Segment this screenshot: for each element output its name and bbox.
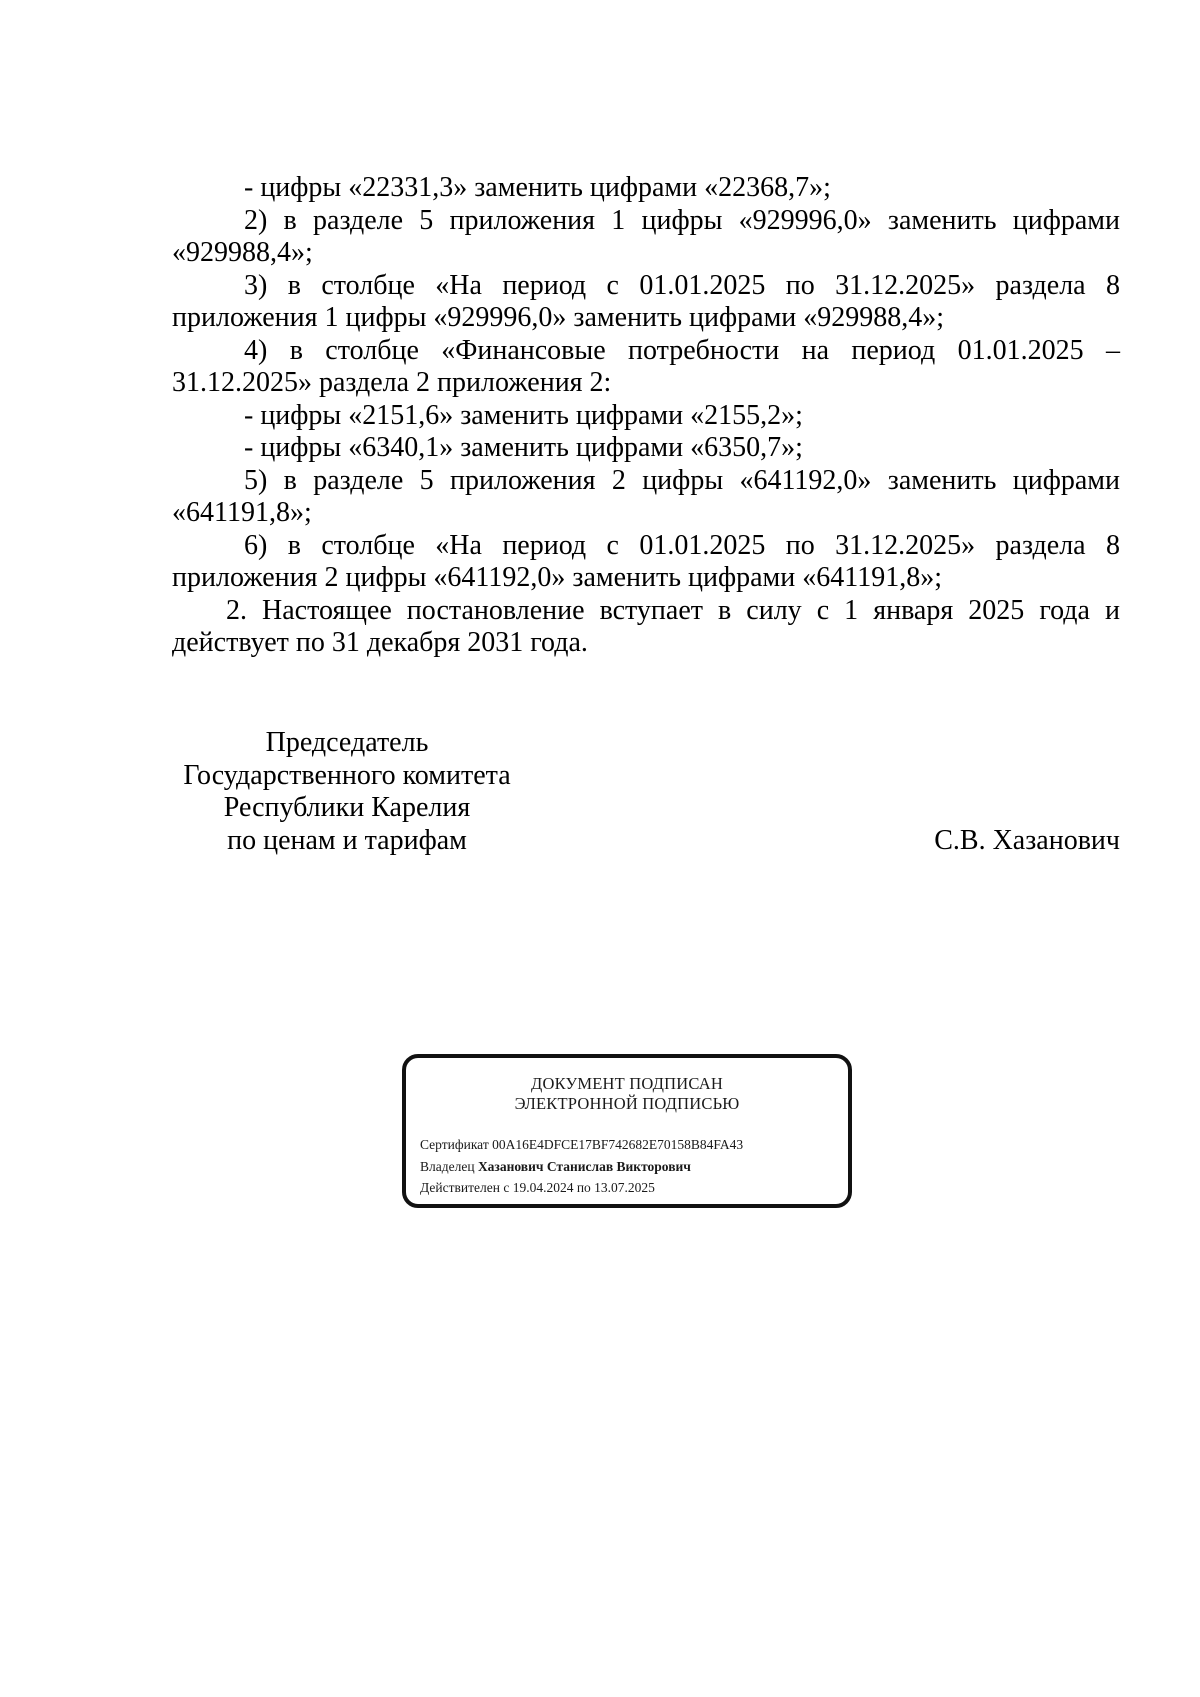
valid-to-word: по bbox=[576, 1180, 591, 1195]
valid-label: Действителен bbox=[420, 1180, 500, 1195]
stamp-certificate-row bbox=[420, 1134, 743, 1156]
paragraph-item-8: 6) в столбце «На период с 01.01.2025 по 31.12.2025» раздела 8 приложения 2 цифры «641192,0» заменить цифрами «641191,8»; bbox=[172, 529, 1120, 593]
owner-value: Хазанович Станислав Викторович bbox=[477, 1158, 691, 1174]
paragraph-item-2: 2) в разделе 5 приложения 1 цифры «929996,0» заменить цифрами «929988,4»; bbox=[172, 204, 1120, 268]
valid-from-word: с bbox=[503, 1180, 510, 1195]
paragraph-item-7: 5) в разделе 5 приложения 2 цифры «641192,0» заменить цифрами «641191,8»; bbox=[172, 464, 1120, 528]
valid-to-date: 13.07.2025 bbox=[594, 1180, 655, 1195]
valid-from-date: 19.04.2024 bbox=[512, 1180, 574, 1195]
certificate-value: 00A16E4DFCE17BF742682E70158B84FA43 bbox=[492, 1137, 744, 1152]
stamp-title-line-2: ЭЛЕКТРОННОЙ ПОДПИСЬЮ bbox=[514, 1094, 740, 1113]
stamp-title bbox=[406, 1074, 848, 1114]
electronic-signature-stamp bbox=[402, 1054, 852, 1208]
position-line-1: Председатель bbox=[265, 727, 429, 758]
paragraph-item-6: - цифры «6340,1» заменить цифрами «6350,7»; bbox=[244, 432, 803, 463]
owner-label: Владелец bbox=[420, 1158, 475, 1174]
signatory-name: С.В. Хазанович bbox=[934, 824, 1120, 856]
paragraph-item-3: 3) в столбце «На период с 01.01.2025 по 31.12.2025» раздела 8 приложения 1 цифры «929996,0» заменить цифрами «929988,4»; bbox=[172, 269, 1120, 333]
paragraph-item-1: - цифры «22331,3» заменить цифрами «22368,7»; bbox=[244, 172, 831, 203]
position-line-4: по ценам и тарифам bbox=[227, 824, 467, 856]
paragraph-item-5: - цифры «2151,6» заменить цифрами «2155,2»; bbox=[244, 399, 803, 431]
position-line-3: Республики Карелия bbox=[223, 792, 471, 823]
paragraph-effective-date: 2. Настоящее постановление вступает в силу с 1 января 2025 года и действует по 31 декабря 2031 года. bbox=[172, 594, 1120, 658]
document-body bbox=[172, 172, 1120, 660]
stamp-owner-row bbox=[420, 1156, 743, 1178]
stamp-title-line-1: ДОКУМЕНТ ПОДПИСАН bbox=[531, 1074, 723, 1093]
position-line-2: Государственного комитета bbox=[183, 759, 511, 791]
signatory-position bbox=[172, 727, 522, 857]
paragraph-item-4: 4) в столбце «Финансовые потребности на период 01.01.2025 – 31.12.2025» раздела 2 приложения 2: bbox=[172, 334, 1120, 398]
stamp-details bbox=[420, 1134, 743, 1199]
certificate-label: Сертификат bbox=[420, 1137, 489, 1152]
stamp-validity-row bbox=[420, 1177, 743, 1199]
